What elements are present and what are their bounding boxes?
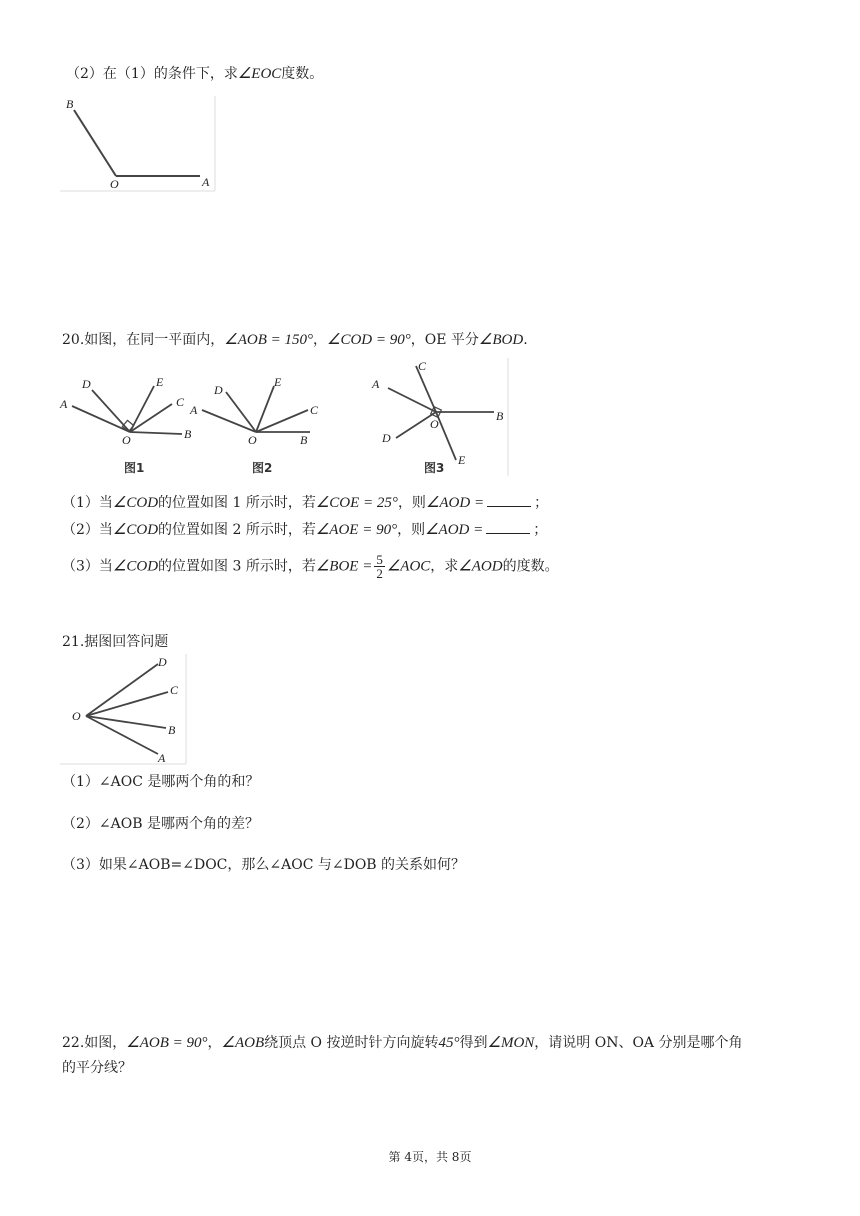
fig2-caption: 图2 [252, 461, 273, 475]
fig1-label-c: C [176, 395, 185, 409]
q22-stem-line2: 的平分线？ [62, 1060, 132, 1076]
fig3-label-d: D [382, 431, 391, 445]
fig1-caption: 图1 [124, 461, 145, 475]
ray-ob [74, 110, 116, 176]
fig2-label-a: A [190, 403, 198, 417]
fig1-label-e: E [156, 375, 164, 389]
q19-figure [60, 96, 220, 196]
fig1-label-d: D [82, 377, 91, 391]
q19-part2: （2）在（1）的条件下，求∠EOC度数。 [66, 66, 324, 82]
q21-label-d: D [158, 655, 167, 669]
q21-label-b: B [168, 723, 176, 737]
fig1-label-a: A [60, 397, 68, 411]
label-a: A [202, 175, 210, 189]
q21-label-a: A [158, 751, 166, 765]
fraction: $\frac{5}{2}$ [376, 552, 383, 581]
fig3-label-c: C [418, 359, 427, 373]
label-b: B [66, 97, 74, 111]
q21-figure [60, 654, 190, 766]
fig2-label-c: C [310, 403, 319, 417]
q22-stem: 22.如图，∠AOB = 90°，∠AOB绕顶点 O 按逆时针方向旋转45°得到∠MON，请说明 ON、OA 分别是哪个角 [62, 1035, 743, 1051]
fig1-label-o: O [122, 433, 131, 447]
page-footer: 第 4页，共 8页 [388, 1150, 472, 1164]
q20-figure-1 [60, 372, 200, 477]
q20-stem: 20.如图，在同一平面内，∠AOB = 150°，∠COD = 90°，OE 平分∠BOD. [62, 332, 528, 348]
fig1-label-b: B [184, 427, 192, 441]
q20-part3: （3）当∠COD的位置如图 3 所示时，若∠BOE = $\frac{5}{2}$ ∠AOC，求∠AOD的度数。 [62, 552, 559, 581]
fig3-label-a: A [372, 377, 380, 391]
q21-label-c: C [170, 683, 179, 697]
q20-part1: （1）当∠COD的位置如图 1 所示时，若∠COE = 25°，则∠AOD = ； [62, 492, 548, 513]
fig2-label-e: E [274, 375, 282, 389]
q20-figure-3 [360, 358, 512, 478]
fig3-label-b: B [496, 409, 504, 423]
fig3-caption: 图3 [424, 461, 445, 475]
q21-stem: 21.据图回答问题 [62, 634, 169, 650]
q20-figure-2 [188, 372, 338, 477]
answer-blank[interactable] [487, 492, 531, 507]
answer-blank[interactable] [486, 519, 530, 534]
fig2-label-b: B [300, 433, 308, 447]
q21-part3: （3）如果∠AOB=∠DOC，那么∠AOC 与∠DOB 的关系如何？ [62, 857, 466, 873]
q21-label-o: O [72, 709, 81, 723]
fig3-label-o: O [430, 417, 439, 431]
fig2-label-o: O [248, 433, 257, 447]
q20-part2: （2）当∠COD的位置如图 2 所示时，若∠AOE = 90°，则∠AOD = ； [62, 519, 547, 540]
label-o: O [110, 177, 119, 191]
fig3-label-e: E [458, 453, 466, 467]
q21-part2: （2）∠AOB 是哪两个角的差？ [62, 816, 259, 832]
q21-part1: （1）∠AOC 是哪两个角的和？ [62, 774, 260, 790]
fig2-label-d: D [214, 383, 223, 397]
